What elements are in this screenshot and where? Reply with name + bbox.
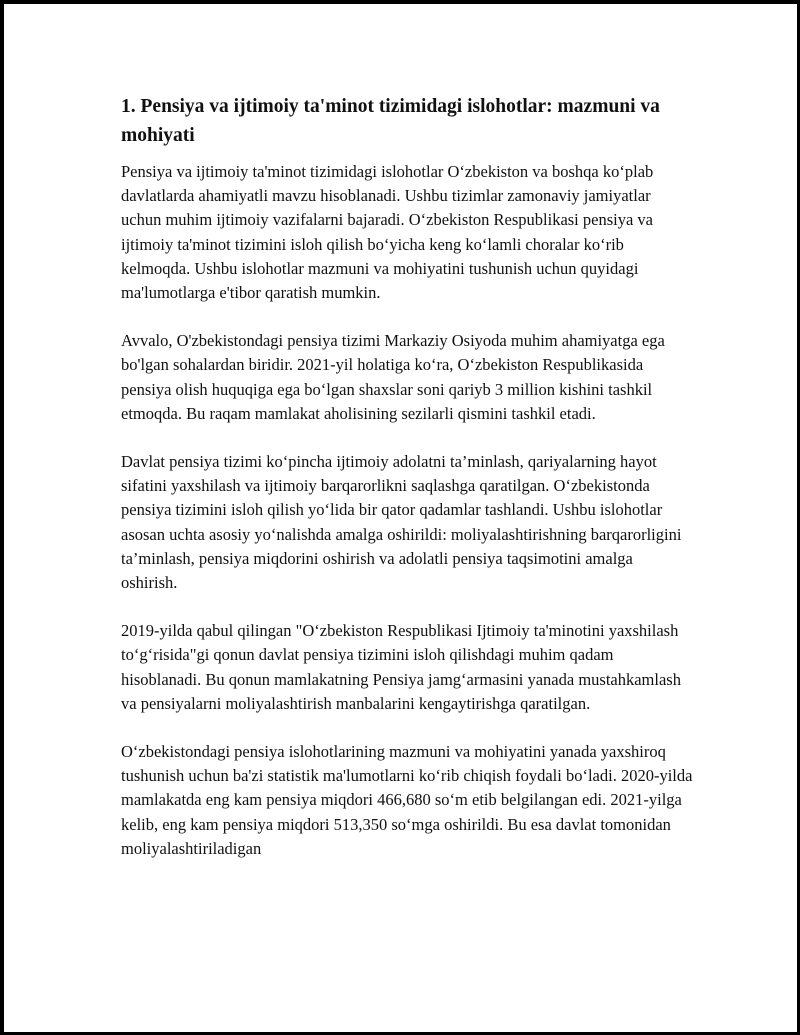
paragraph-intro: Pensiya va ijtimoiy ta'minot tizimidagi islohotlar O‘zbekiston va boshqa ko‘plab davlatlarda ahamiyatli mavzu hisoblanadi. Ushbu tizimlar zamonaviy jamiyatlar uchun muhim ijtimoiy vazifalarni bajaradi. O‘zbekiston Respublikasi pensiya va ijtimoiy ta'minot tizimini isloh qilish bo‘yicha keng ko‘lamli choralar ko‘rib kelmoqda. Ushbu islohotlar mazmuni va mohiyatini tushunish uchun quyidagi ma'lumotlarga e'tibor qaratish mumkin. [121,162,654,303]
paragraph-statistics: O‘zbekistondagi pensiya islohotlarining mazmuni va mohiyatini yanada yaxshiroq tushunish uchun ba'zi statistik ma'lumotlarni ko‘rib chiqish foydali bo‘ladi. 2020-yilda mamlakatda eng kam pensiya miqdori 466,680 so‘m etib belgilangan edi. 2021-yilga kelib, eng kam pensiya miqdori 513,350 so‘mga oshirildi. Bu esa davlat tomonidan moliyalashtiriladigan [121,742,693,858]
paragraph-pension-recipients: Avvalo, O'zbekistondagi pensiya tizimi Markaziy Osiyoda muhim ahamiyatga ega bo'lgan sohalardan biridir. 2021-yil holatiga ko‘ra, O‘zbekiston Respublikasida pensiya olish huquqiga ega bo‘lgan shaxslar soni qariyb 3 million kishini tashkil etmoqda. Bu raqam mamlakat aholisining sezilarli qismini tashkil etadi. [121,331,665,423]
document-body [121,92,693,885]
paragraph-state-pension-goals: Davlat pensiya tizimi ko‘pincha ijtimoiy adolatni ta’minlash, qariyalarning hayot sifatini yaxshilash va ijtimoiy barqarorlikni saqlashga qaratilgan. O‘zbekistonda pensiya tizimini isloh qilish yo‘lida bir qator qadamlar tashlandi. Ushbu islohotlar asosan uchta asosiy yo‘nalishda amalga oshirildi: moliyalashtirishning barqarorligini ta’minlash, pensiya miqdorini oshirish va adolatli pensiya taqsimotini amalga oshirish. [121,452,682,593]
section-heading: 1. Pensiya va ijtimoiy ta'minot tizimidagi islohotlar: mazmuni va mohiyati [121,96,660,146]
paragraph-2019-law: 2019-yilda qabul qilingan "O‘zbekiston Respublikasi Ijtimoiy ta'minotini yaxshilash to‘g‘risida"gi qonun davlat pensiya tizimini isloh qilishdagi muhim qadam hisoblanadi. Bu qonun mamlakatning Pensiya jamg‘armasini yanada mustahkamlash va pensiyalarni moliyalashtirish manbalarini kengaytirishga qaratilgan. [121,621,681,713]
